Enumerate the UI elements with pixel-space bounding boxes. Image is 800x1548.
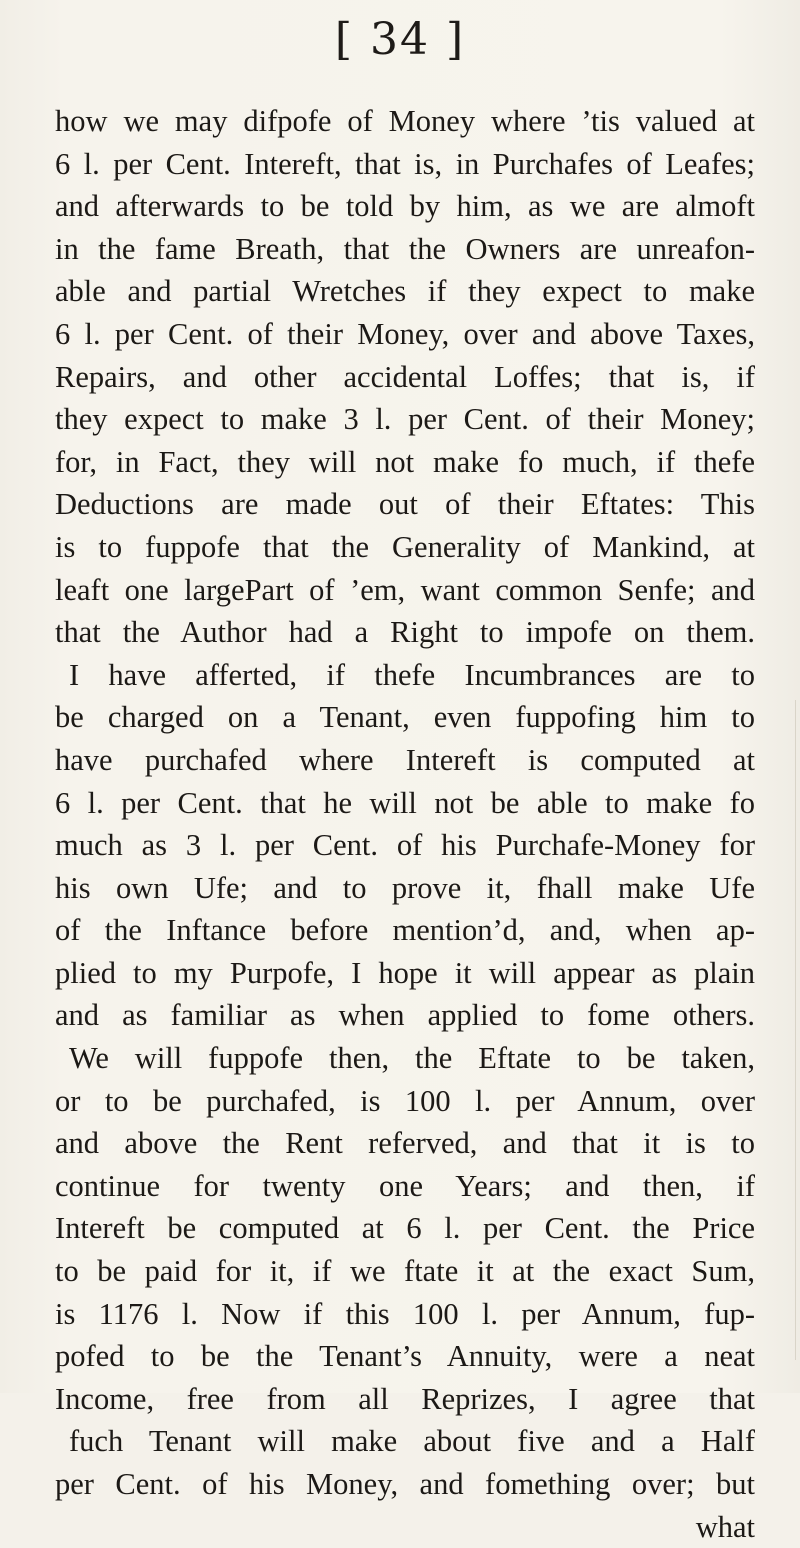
text-line: how we may difpofe of Money where ’tis valued at — [55, 104, 755, 138]
text-line: much as 3 l. per Cent. of his Purchafe-Money for — [55, 828, 755, 863]
text-line: 6 l. per Cent. that he will not be able to make fo — [55, 785, 755, 820]
text-line: I have afferted, if thefe Incumbrances are to — [69, 657, 755, 692]
text-line: have purchafed where Intereft is computed at — [55, 742, 755, 777]
text-line: fuch Tenant will make about five and a Half — [69, 1424, 755, 1459]
text-line: pofed to be the Tenant’s Annuity, were a neat — [55, 1339, 755, 1374]
text-line: that the Author had a Right to impofe on them. — [55, 615, 755, 650]
text-line: We will fuppofe then, the Eftate to be taken, — [69, 1041, 755, 1076]
page-edge-shadow — [795, 700, 796, 1360]
text-line: per Cent. of his Money, and fomething over; but — [55, 1467, 755, 1501]
catchword: what — [695, 1509, 755, 1544]
text-line: able and partial Wretches if they expect to make — [55, 274, 755, 309]
text-line: Deductions are made out of their Eftates: This — [55, 487, 755, 522]
page-number-header: [ 34 ] — [334, 14, 466, 65]
text-line: his own Ufe; and to prove it, fhall make Ufe — [55, 870, 755, 905]
text-line: is 1176 l. Now if this 100 l. per Annum, fup- — [55, 1296, 755, 1331]
text-line: Repairs, and other accidental Loffes; that is, if — [55, 359, 755, 394]
text-line: 6 l. per Cent. of their Money, over and above Taxes, — [55, 316, 755, 351]
body-text — [55, 100, 755, 1548]
text-line: 6 l. per Cent. Intereft, that is, in Purchafes of Leafes; — [55, 146, 755, 181]
text-line: and afterwards to be told by him, as we are almoft — [55, 189, 755, 224]
text-line: continue for twenty one Years; and then, if — [55, 1168, 755, 1203]
text-line: plied to my Purpofe, I hope it will appear as plain — [55, 955, 755, 990]
text-line: they expect to make 3 l. per Cent. of their Money; — [55, 402, 755, 437]
text-line: of the Inftance before mention’d, and, when ap- — [55, 913, 755, 948]
text-line: and above the Rent referved, and that it is to — [55, 1126, 755, 1161]
text-line: or to be purchafed, is 100 l. per Annum, over — [55, 1083, 755, 1118]
text-line: for, in Fact, they will not make fo much, if thefe — [55, 444, 755, 479]
text-line: leaft one largePart of ’em, want common Senfe; and — [55, 572, 755, 607]
text-line: is to fuppofe that the Generality of Mankind, at — [55, 529, 755, 564]
text-line: Income, free from all Reprizes, I agree that — [55, 1381, 755, 1416]
text-line: Intereft be computed at 6 l. per Cent. the Price — [55, 1211, 755, 1246]
text-line: in the fame Breath, that the Owners are unreafon- — [55, 231, 755, 266]
text-line: to be paid for it, if we ftate it at the exact Sum, — [55, 1254, 755, 1289]
text-line: and as familiar as when applied to fome others. — [55, 998, 755, 1033]
text-line: be charged on a Tenant, even fuppofing him to — [55, 700, 755, 735]
